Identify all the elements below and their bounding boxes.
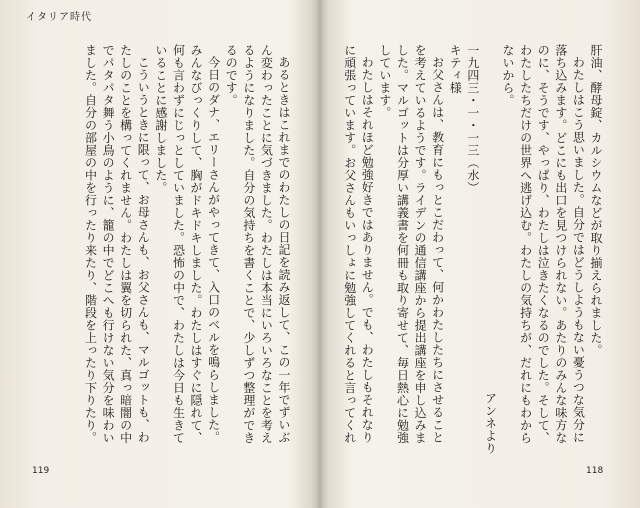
book-gutter: [311, 0, 329, 508]
page-number-right: 118: [586, 466, 604, 476]
right-paragraph: お父さんは、教育にもっとこだわって、何かわたしたちにさせることを考えているようです。ライデンの通信講座から提出講座を申し込みました。マルゴットは分厚い講義書を何冊も取り寄せて、毎日熱心に勉強しています。: [377, 44, 445, 444]
left-paragraph-top: 肝油、酵母錠、カルシウムなどが取り揃えられました。: [589, 44, 603, 357]
right-page-text: [342, 44, 604, 454]
running-head: イタリア時代: [26, 12, 92, 23]
right-paragraph: わたしはそれほど勉強好きではありません。でも、わたしもそれなりに頑張っています。お父さんもいっしょに勉強してくれると言ってくれ: [342, 44, 375, 444]
left-paragraph: 今日のダナ、エリーさんがやってきて、入口のベルを鳴らしました。みんなびっくりして、胸がドキドキしました。わたしはすぐに隠れて、何も言わずにじっとしていました。恐怖の中で、わたしは今日も生きていることに感謝しました。: [153, 44, 221, 444]
left-paragraph: こういうときに限って、お母さんも、お父さんも、マルゴットも、わたしのことを構ってくれません。わたしは翼を切られた、真っ暗闇の中でパタパタ舞う小鳥のように、籠の中でどこへも行けない気分を味わいました。自分の部屋の中を行ったり来たり、階段を上ったり下りたり。: [83, 44, 151, 444]
signature: アンネより: [483, 391, 498, 454]
salutation: キティ様: [448, 44, 463, 94]
page-number-left: 119: [32, 466, 50, 476]
left-page-text: [34, 44, 292, 454]
entry-date: 一九四三・一・一三（水）: [465, 44, 480, 194]
left-paragraph: あるときはこれまでのわたしの日記を読み返して、この一年でずいぶん変わったことに気づきました。わたしは本当にいろいろなことを考えるようになりました。自分の気持ちを書くことで、少しずつ整理ができるのです。: [224, 44, 291, 444]
left-paragraph: わたしはこう思いました。自分ではどうしようもない憂うつな気分に落ち込みます。どこにも出口を見つけられない。あたりのみんな味方なのに、そうです、やっぱり、わたしは泣きたくなるのでした。そして、わたしたちだけの世界へ逃げ込む。わたしの気持ちが、だれにもわからないから。: [501, 44, 586, 444]
